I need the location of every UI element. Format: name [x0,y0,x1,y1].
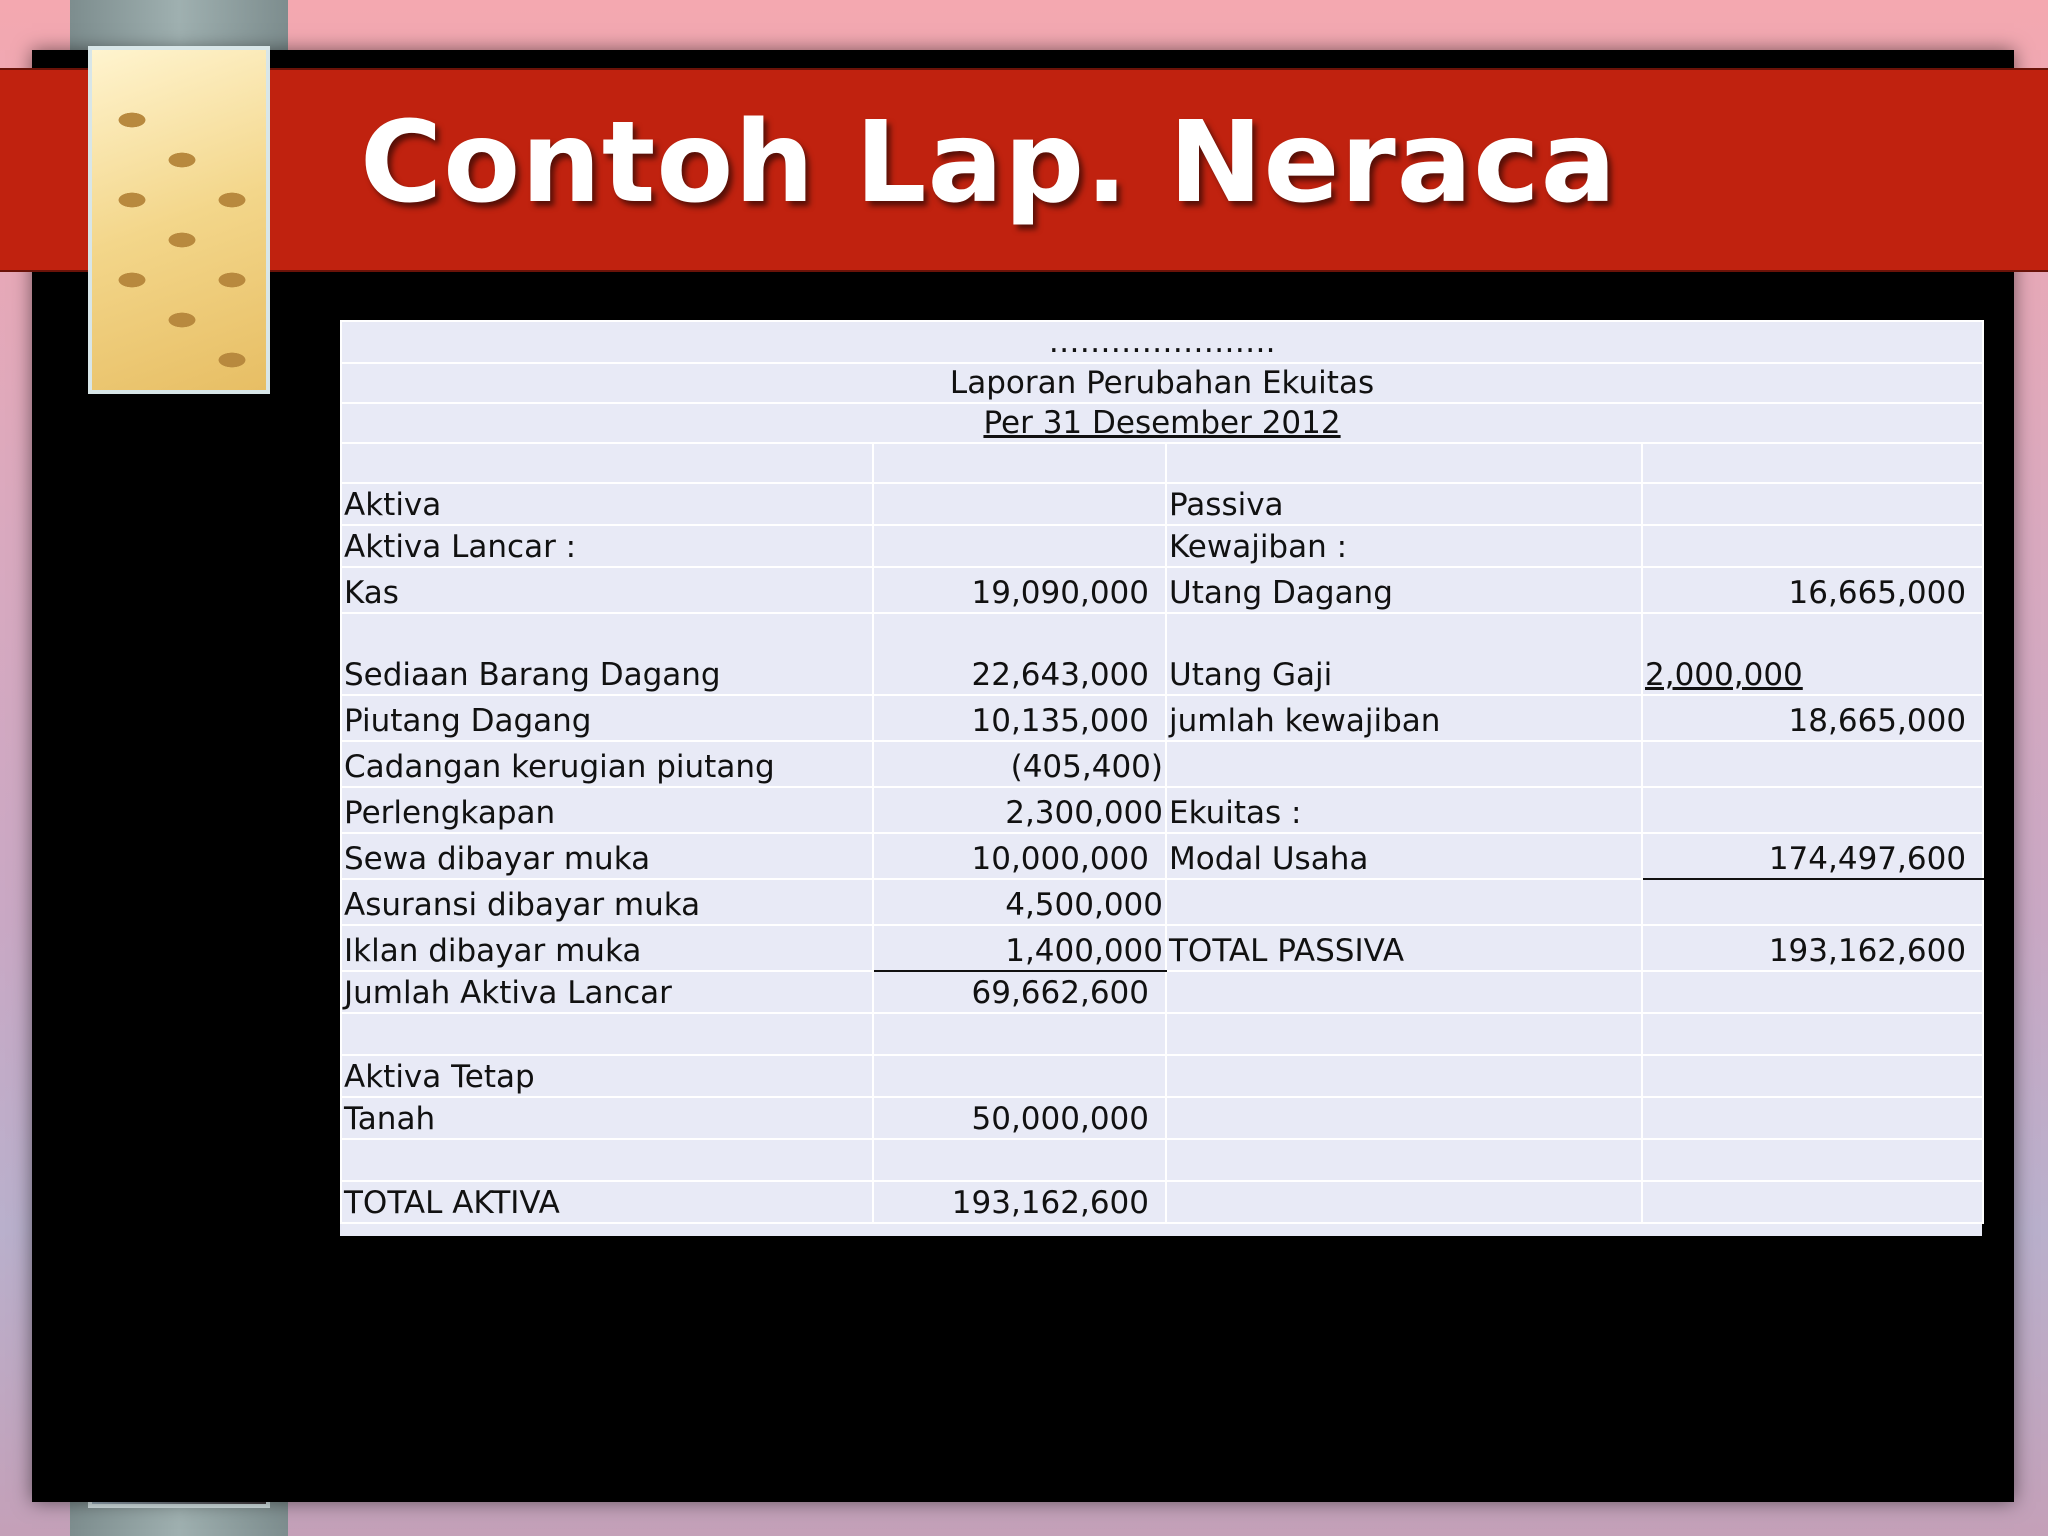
sediaan-label: Sediaan Barang Dagang [341,613,873,695]
sewa-value: 10,000,000 [873,833,1166,879]
iklan-label: Iklan dibayar muka [341,925,873,971]
cadangan-value: (405,400) [873,741,1166,787]
perlengkapan-value: 2,300,000 [873,787,1166,833]
piutang-label: Piutang Dagang [341,695,873,741]
aktiva-heading: Aktiva [341,483,873,525]
jumlah-aktiva-lancar-value: 69,662,600 [873,971,1166,1013]
utang-gaji-label: Utang Gaji [1166,613,1642,695]
total-passiva-value: 193,162,600 [1642,925,1983,971]
piutang-value: 10,135,000 [873,695,1166,741]
balance-sheet-table [340,320,1982,1236]
modal-usaha-label: Modal Usaha [1166,833,1642,879]
aktiva-lancar-heading: Aktiva Lancar : [341,525,873,567]
modal-usaha-value: 174,497,600 [1642,833,1983,879]
sediaan-value: 22,643,000 [873,613,1166,695]
asuransi-label: Asuransi dibayar muka [341,879,873,925]
utang-dagang-label: Utang Dagang [1166,567,1642,613]
company-name: …………………. [341,321,1983,363]
jumlah-kewajiban-label: jumlah kewajiban [1166,695,1642,741]
passiva-heading: Passiva [1166,483,1642,525]
cadangan-label: Cadangan kerugian piutang [341,741,873,787]
slide-title: Contoh Lap. Neraca [360,98,1618,228]
kas-value: 19,090,000 [873,567,1166,613]
jumlah-aktiva-lancar-label: Jumlah Aktiva Lancar [341,971,873,1013]
kewajiban-heading: Kewajiban : [1166,525,1642,567]
report-date: Per 31 Desember 2012 [983,405,1341,441]
utang-gaji-value: 2,000,000 [1645,657,1803,693]
sewa-label: Sewa dibayar muka [341,833,873,879]
utang-dagang-value: 16,665,000 [1642,567,1983,613]
total-aktiva-value: 193,162,600 [873,1181,1166,1223]
total-passiva-label: TOTAL PASSIVA [1166,925,1642,971]
asuransi-value: 4,500,000 [873,879,1166,925]
tanah-label: Tanah [341,1097,873,1139]
kas-label: Kas [341,567,873,613]
ekuitas-heading: Ekuitas : [1166,787,1642,833]
jumlah-kewajiban-value: 18,665,000 [1642,695,1983,741]
report-name: Laporan Perubahan Ekuitas [341,363,1983,403]
perlengkapan-label: Perlengkapan [341,787,873,833]
aktiva-tetap-heading: Aktiva Tetap [341,1055,873,1097]
iklan-value: 1,400,000 [873,925,1166,971]
tanah-value: 50,000,000 [873,1097,1166,1139]
total-aktiva-label: TOTAL AKTIVA [341,1181,873,1223]
